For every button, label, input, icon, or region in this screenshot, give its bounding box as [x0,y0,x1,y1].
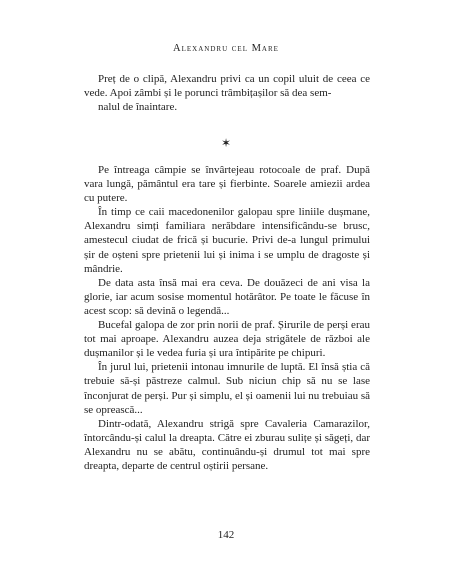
paragraph: În jurul lui, prietenii intonau imnurile de luptă. El însă știa că trebuie să-și păstreze calmul. Sub niciun chip să nu se lase înconjurat de perși. Pur și simplu, el și oamenii lui nu trebuiau să se oprească... [84,361,370,416]
text-line: ce vede. Apoi zâmbi și le porunci trâmbițașilor să dea sem- [84,73,371,100]
page-number: 142 [217,529,235,541]
running-head: Alexandru cel Mare [173,43,279,54]
main-passage [84,163,370,473]
paragraph [84,72,370,100]
paragraph: Pe întreaga câmpie se învârtejeau rotocoale de praf. După vara lungă, pământul era tare și fierbinte. Soarele amiezii ardea cu putere. [84,164,370,205]
paragraph: De data asta însă mai era ceva. De douăzeci de ani visa la glorie, iar acum sosise momentul hotărâtor. Pe toate le făcuse în acest scop: să devină o legendă... [84,276,370,317]
section-break-ornament: ✶ [220,136,232,150]
opening-passage [84,72,370,114]
text-line: Preț de o clipă, Alexandru privi ca un copil uluit de ceea [98,73,357,85]
paragraph: În timp ce caii macedonenilor galopau spre liniile dușmane, Alexandru simți familiara nerăbdare intensificându-se brusc, amestecul ciudat de frică și bucurie. Privi de-a lungul primului șir de oșteni spre prietenii lui și inima i se umplu de dragoste și mândrie. [84,206,370,275]
paragraph-continuation: nalul de înaintare. [98,101,178,114]
paragraph: Bucefal galopa de zor prin norii de praf. Șirurile de perși erau tot mai aproape. Alexandru auzea deja strigătele de război ale dușmanilor și le vedea furia și ura întipărite pe chipuri. [84,319,370,360]
paragraph: Dintr-odată, Alexandru strigă spre Cavaleria Camarazilor, întorcându-și calul la dreapta. Către ei zburau sulițe și săgeți, dar Alexandru nu se abătu, continuându-și drumul tot mai spre dreapta, departe de centrul oștirii persane. [84,417,370,472]
